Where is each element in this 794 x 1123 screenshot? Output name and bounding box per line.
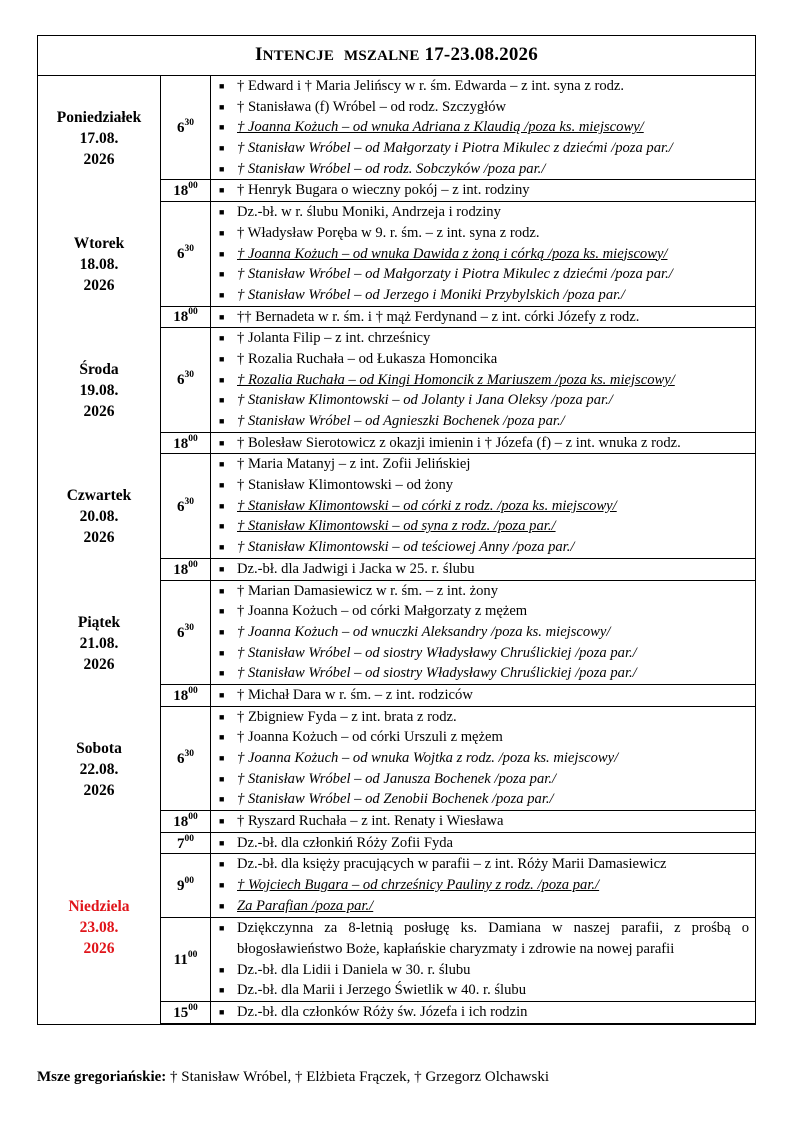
intention-item (211, 918, 755, 960)
gregorian-masses-note (37, 1069, 549, 1086)
intention-text: † Stanisław Wróbel – od rodz. Sobczyków /poza par./ (237, 160, 546, 177)
intention-item (211, 433, 755, 454)
mass-hour: 18 (173, 687, 189, 704)
mass-time (161, 202, 211, 306)
mass-time (161, 706, 211, 810)
slot-row (38, 328, 755, 432)
intentions-cell (211, 454, 756, 558)
intention-text: † Jolanta Filip – z int. chrześnicy (237, 330, 431, 347)
intentions-cell (211, 917, 756, 1001)
intentions-list (211, 180, 755, 201)
day-name: Sobota (76, 739, 122, 757)
intentions-list (211, 833, 755, 854)
mass-time (161, 432, 211, 454)
day-cell (38, 580, 161, 706)
intention-item (211, 1002, 755, 1023)
day-year: 2026 (83, 277, 115, 295)
intention-item (211, 685, 755, 706)
mass-minutes: 00 (188, 559, 198, 570)
intention-text: † Ryszard Ruchała – z int. Renaty i Wiesława (237, 813, 504, 830)
intention-text: Dz.-bł. dla członkiń Róży Zofii Fyda (237, 834, 454, 851)
mass-hour: 6 (177, 372, 185, 389)
day-name: Czwartek (66, 487, 132, 505)
bullet-icon: ■ (219, 689, 225, 700)
mass-time (161, 832, 211, 854)
day-date: 18.08. (79, 256, 119, 274)
intentions-cell (211, 1001, 756, 1023)
intention-item (211, 854, 755, 875)
bullet-icon: ■ (219, 333, 225, 344)
mass-hour: 7 (177, 835, 185, 852)
intention-item (211, 622, 755, 643)
mass-minutes: 30 (184, 496, 194, 507)
bullet-icon: ■ (219, 794, 225, 805)
mass-hour: 6 (177, 498, 185, 515)
mass-minutes: 00 (188, 1002, 198, 1013)
mass-hour: 18 (173, 309, 189, 326)
intention-item (211, 223, 755, 244)
bullet-icon: ■ (219, 248, 225, 259)
intention-text: † Zbigniew Fyda – z int. brata z rodz. (237, 708, 457, 725)
mass-time (161, 811, 211, 833)
bullet-icon: ■ (219, 269, 225, 280)
intentions-cell (211, 306, 756, 328)
intention-item (211, 138, 755, 159)
intentions-cell (211, 832, 756, 854)
day-year: 2026 (83, 940, 115, 958)
title-word1: NTENCJE (262, 48, 335, 64)
bullet-icon: ■ (219, 416, 225, 426)
day-cell (38, 832, 161, 1023)
intention-text: † Stanisław Wróbel – od Małgorzaty i Piotra Mikulec z dziećmi /poza par./ (237, 266, 673, 283)
intention-text: † Marian Damasiewicz w r. śm. – z int. żony (237, 582, 498, 599)
intentions-cell (211, 811, 756, 833)
slot-row (38, 202, 755, 306)
intention-item (211, 328, 755, 349)
mass-minutes: 30 (184, 748, 194, 759)
mass-time (161, 917, 211, 1001)
intention-item (211, 833, 755, 854)
intention-text: † Stanisław Klimontowski – od syna z rodz. /poza par./ (237, 518, 556, 535)
mass-time (161, 1001, 211, 1023)
bullet-icon: ■ (219, 395, 225, 406)
intention-text: † Stanisław Wróbel – od Janusza Bochenek /poza par./ (237, 770, 557, 787)
intention-text: † Stanisław Klimontowski – od córki z rodz. /poza ks. miejscowy/ (237, 497, 617, 514)
day-year: 2026 (83, 529, 115, 547)
intention-item (211, 769, 755, 790)
intention-text: † Joanna Kożuch – od wnuka Adriana z Klaudią /poza ks. miejscowy/ (237, 119, 644, 136)
intention-item (211, 349, 755, 370)
intentions-list (211, 328, 755, 431)
title-dates: 17-23.08.2026 (424, 44, 538, 65)
intention-item (211, 244, 755, 265)
bullet-icon: ■ (219, 521, 225, 532)
slot-row (38, 454, 755, 558)
intentions-list (211, 707, 755, 810)
intention-item (211, 496, 755, 517)
mass-minutes: 00 (187, 949, 198, 960)
intention-item (211, 76, 755, 97)
intention-text: Dz.-bł. w r. ślubu Moniki, Andrzeja i rodziny (237, 204, 501, 221)
intention-item (211, 516, 755, 537)
intention-item (211, 896, 755, 917)
mass-hour: 6 (177, 624, 185, 641)
bullet-icon: ■ (219, 816, 225, 827)
intention-item (211, 159, 755, 180)
bullet-icon: ■ (219, 585, 225, 596)
intention-text: † Henryk Bugara o wieczny pokój – z int. rodziny (237, 182, 530, 199)
intention-item (211, 663, 755, 684)
intention-item (211, 475, 755, 496)
intention-text: † Bolesław Sierotowicz z okazji imienin i † Józefa (f) – z int. wnuka z rodz. (237, 434, 681, 451)
intention-text: Dz.-bł. dla Lidii i Daniela w 30. r. ślubu (237, 961, 471, 978)
intentions-list (211, 854, 755, 916)
intention-text: † Wojciech Bugara – od chrześnicy Pauliny z rodz. /poza par./ (237, 877, 600, 894)
bullet-icon: ■ (219, 900, 225, 911)
day-year: 2026 (83, 151, 115, 169)
mass-minutes: 00 (184, 833, 194, 844)
intention-text: †† Bernadeta w r. śm. i † mąż Ferdynand – z int. córki Józefy z rodz. (237, 308, 640, 325)
intentions-cell (211, 76, 756, 180)
intention-item (211, 789, 755, 810)
intentions-list (211, 307, 755, 328)
title-word2: MSZALNE (343, 48, 420, 64)
intention-text: † Edward i † Maria Jelińscy w r. śm. Edwarda – z int. syna z rodz. (237, 78, 625, 94)
intention-item (211, 454, 755, 475)
mass-time (161, 454, 211, 558)
intention-text: † Joanna Kożuch – od córki Małgorzaty z mężem (237, 603, 528, 620)
bullet-icon: ■ (219, 122, 225, 133)
intention-text: Za Parafian /poza par./ (237, 897, 374, 914)
intention-item (211, 727, 755, 748)
mass-time (161, 558, 211, 580)
intention-item (211, 707, 755, 728)
bullet-icon: ■ (219, 101, 225, 112)
bullet-icon: ■ (219, 1006, 225, 1017)
bullet-icon: ■ (219, 837, 225, 848)
mass-minutes: 30 (184, 244, 194, 255)
intention-text: † Joanna Kożuch – od wnuka Wojtka z rodz. /poza ks. miejscowy/ (237, 750, 619, 766)
intention-item (211, 643, 755, 664)
slot-row (38, 832, 755, 854)
intention-text: † Stanisław Klimontowski – od żony (237, 477, 454, 494)
mass-minutes: 00 (188, 811, 198, 822)
intentions-list (211, 581, 755, 684)
intention-text: † Stanisław Wróbel – od Zenobii Bochenek /poza par./ (237, 791, 554, 808)
intention-text: † Joanna Kożuch – od wnuczki Aleksandry /poza ks. miejscowy/ (237, 623, 611, 640)
mass-minutes: 30 (184, 622, 194, 633)
mass-hour: 11 (173, 951, 188, 968)
day-cell (38, 202, 161, 328)
intention-item (211, 980, 755, 1001)
mass-hour: 9 (177, 877, 185, 894)
day-name: Wtorek (73, 235, 125, 253)
intention-item (211, 202, 755, 223)
mass-minutes: 00 (184, 875, 194, 886)
bullet-icon: ■ (219, 773, 225, 784)
day-date: 17.08. (79, 130, 119, 148)
intention-item (211, 370, 755, 391)
mass-minutes: 00 (188, 433, 198, 444)
intentions-list (211, 202, 755, 305)
bullet-icon: ■ (219, 859, 225, 870)
intention-item (211, 307, 755, 328)
day-date: 20.08. (79, 508, 119, 526)
intentions-list (211, 454, 755, 557)
mass-hour: 18 (173, 813, 189, 830)
intention-item (211, 581, 755, 602)
intention-item (211, 875, 755, 896)
mass-hour: 6 (177, 750, 185, 767)
intention-text: † Rozalia Ruchała – od Kingi Homoncik z Mariuszem /poza ks. miejscowy/ (237, 371, 675, 388)
intention-text: † Rozalia Ruchała – od Łukasza Homoncika (237, 350, 498, 367)
day-name: Piątek (77, 613, 121, 631)
bullet-icon: ■ (219, 143, 225, 154)
bullet-icon: ■ (219, 626, 225, 637)
intentions-list (211, 433, 755, 454)
intention-item (211, 97, 755, 118)
intention-item (211, 748, 755, 769)
slot-row (38, 706, 755, 810)
intentions-list (211, 559, 755, 580)
intention-text: † Joanna Kożuch – od córki Urszuli z mężem (237, 729, 503, 746)
day-name: Poniedziałek (56, 109, 142, 127)
mass-minutes: 00 (188, 181, 198, 192)
day-cell (38, 454, 161, 580)
intentions-cell (211, 706, 756, 810)
bullet-icon: ■ (219, 753, 225, 763)
day-year: 2026 (83, 655, 115, 673)
intentions-list (211, 918, 755, 1001)
intention-text: Dz.-bł. dla Jadwigi i Jacka w 25. r. ślubu (237, 560, 475, 577)
day-cell (38, 706, 161, 832)
intentions-list (211, 685, 755, 706)
intention-text: Dz.-bł. dla członków Róży św. Józefa i ich rodzin (237, 1003, 528, 1020)
bullet-icon: ■ (219, 500, 225, 511)
intention-text: † Władysław Poręba w 9. r. śm. – z int. syna z rodz. (237, 224, 540, 241)
mass-hour: 18 (173, 435, 189, 452)
bullet-icon: ■ (219, 185, 225, 196)
mass-time (161, 854, 211, 917)
bullet-icon: ■ (219, 985, 225, 996)
intention-item (211, 537, 755, 558)
day-year: 2026 (83, 403, 115, 421)
gregorian-text: † Stanisław Wróbel, † Elżbieta Frączek, † Grzegorz Olchawski (170, 1069, 550, 1085)
bullet-icon: ■ (219, 668, 225, 679)
bullet-icon: ■ (219, 711, 225, 722)
intention-text: † Stanisław Klimontowski – od teściowej Anny /poza par./ (237, 539, 575, 556)
intentions-cell (211, 580, 756, 684)
mass-minutes: 30 (184, 118, 194, 129)
bullet-icon: ■ (219, 437, 225, 448)
intention-text: Dziękczynna za 8-letnią posługę ks. Damiana w naszej parafii, z prośbą o błogosławieństwo Boże, kapłańskie charyzmaty i zdrowie na nowej parafii (237, 919, 749, 957)
intentions-table (38, 76, 755, 1024)
bullet-icon: ■ (219, 459, 225, 470)
intentions-cell (211, 432, 756, 454)
bullet-icon: ■ (219, 374, 225, 385)
mass-hour: 6 (177, 246, 185, 263)
intention-item (211, 601, 755, 622)
intention-text: † Stanisław Wróbel – od Agnieszki Bochenek /poza par./ (237, 413, 565, 429)
bullet-icon: ■ (219, 732, 225, 743)
intention-text: † Joanna Kożuch – od wnuka Dawida z żoną i córką /poza ks. miejscowy/ (237, 245, 668, 262)
intentions-cell (211, 202, 756, 306)
day-name: Środa (79, 361, 119, 379)
intention-item (211, 559, 755, 580)
bullet-icon: ■ (219, 647, 225, 658)
mass-time (161, 580, 211, 684)
mass-time (161, 180, 211, 202)
day-date: 22.08. (79, 760, 119, 778)
bullet-icon: ■ (219, 542, 225, 553)
mass-time (161, 328, 211, 432)
intention-item (211, 180, 755, 201)
bullet-icon: ■ (219, 563, 225, 574)
gregorian-label: Msze gregoriańskie: (37, 1069, 167, 1085)
bullet-icon: ■ (219, 163, 225, 174)
mass-minutes: 30 (184, 370, 194, 381)
intention-text: Dz.-bł. dla Marii i Jerzego Świetlik w 40. r. ślubu (237, 982, 526, 999)
intention-text: Dz.-bł. dla księży pracujących w parafii – z int. Róży Marii Damasiewicz (237, 856, 667, 873)
bullet-icon: ■ (219, 289, 225, 300)
page-title (38, 36, 755, 76)
day-date: 23.08. (79, 919, 119, 937)
intention-item (211, 285, 755, 306)
intention-item (211, 411, 755, 432)
intention-text: † Michał Dara w r. śm. – z int. rodziców (237, 686, 473, 703)
intentions-list (211, 1002, 755, 1023)
intention-text: † Stanisław Klimontowski – od Jolanty i Jana Oleksy /poza par./ (237, 392, 613, 409)
bullet-icon: ■ (219, 81, 225, 91)
bullet-icon: ■ (219, 606, 225, 617)
intention-item (211, 264, 755, 285)
intention-text: † Stanisław Wróbel – od siostry Władysławy Chruślickiej /poza par./ (237, 644, 637, 661)
day-date: 21.08. (79, 634, 119, 652)
slot-row (38, 580, 755, 684)
intention-text: † Stanisława (f) Wróbel – od rodz. Szczygłów (237, 98, 507, 115)
bullet-icon: ■ (219, 311, 225, 322)
bullet-icon: ■ (219, 353, 225, 364)
intentions-cell (211, 558, 756, 580)
day-name: Niedziela (68, 898, 130, 916)
intention-item (211, 390, 755, 411)
bullet-icon: ■ (219, 207, 225, 218)
slot-row (38, 76, 755, 180)
bullet-icon: ■ (219, 480, 225, 491)
intentions-cell (211, 684, 756, 706)
mass-time (161, 306, 211, 328)
intention-text: † Maria Matanyj – z int. Zofii Jelińskiej (237, 456, 471, 473)
bullet-icon: ■ (219, 227, 225, 238)
mass-minutes: 00 (188, 307, 198, 318)
day-date: 19.08. (79, 382, 119, 400)
day-year: 2026 (83, 781, 115, 799)
day-cell (38, 328, 161, 454)
mass-hour: 18 (173, 561, 189, 578)
mass-time (161, 684, 211, 706)
day-cell (38, 76, 161, 202)
title-initial: I (255, 44, 263, 65)
bullet-icon: ■ (219, 964, 225, 975)
intention-item (211, 811, 755, 832)
mass-time (161, 76, 211, 180)
intentions-sheet (37, 35, 756, 1025)
intention-item (211, 960, 755, 981)
mass-hour: 15 (173, 1004, 189, 1021)
mass-minutes: 00 (188, 685, 198, 696)
mass-hour: 6 (177, 120, 185, 137)
intention-text: † Stanisław Wróbel – od siostry Władysławy Chruślickiej /poza par./ (237, 665, 637, 682)
intentions-list (211, 811, 755, 832)
intention-text: † Stanisław Wróbel – od Małgorzaty i Piotra Mikulec z dziećmi /poza par./ (237, 140, 673, 157)
intentions-cell (211, 180, 756, 202)
bullet-icon: ■ (219, 880, 225, 891)
intentions-list (211, 76, 755, 179)
intention-text: † Stanisław Wróbel – od Jerzego i Moniki Przybylskich /poza par./ (237, 286, 625, 303)
mass-hour: 18 (173, 183, 189, 200)
intentions-cell (211, 328, 756, 432)
intention-item (211, 117, 755, 138)
bullet-icon: ■ (219, 922, 225, 933)
intentions-cell (211, 854, 756, 917)
